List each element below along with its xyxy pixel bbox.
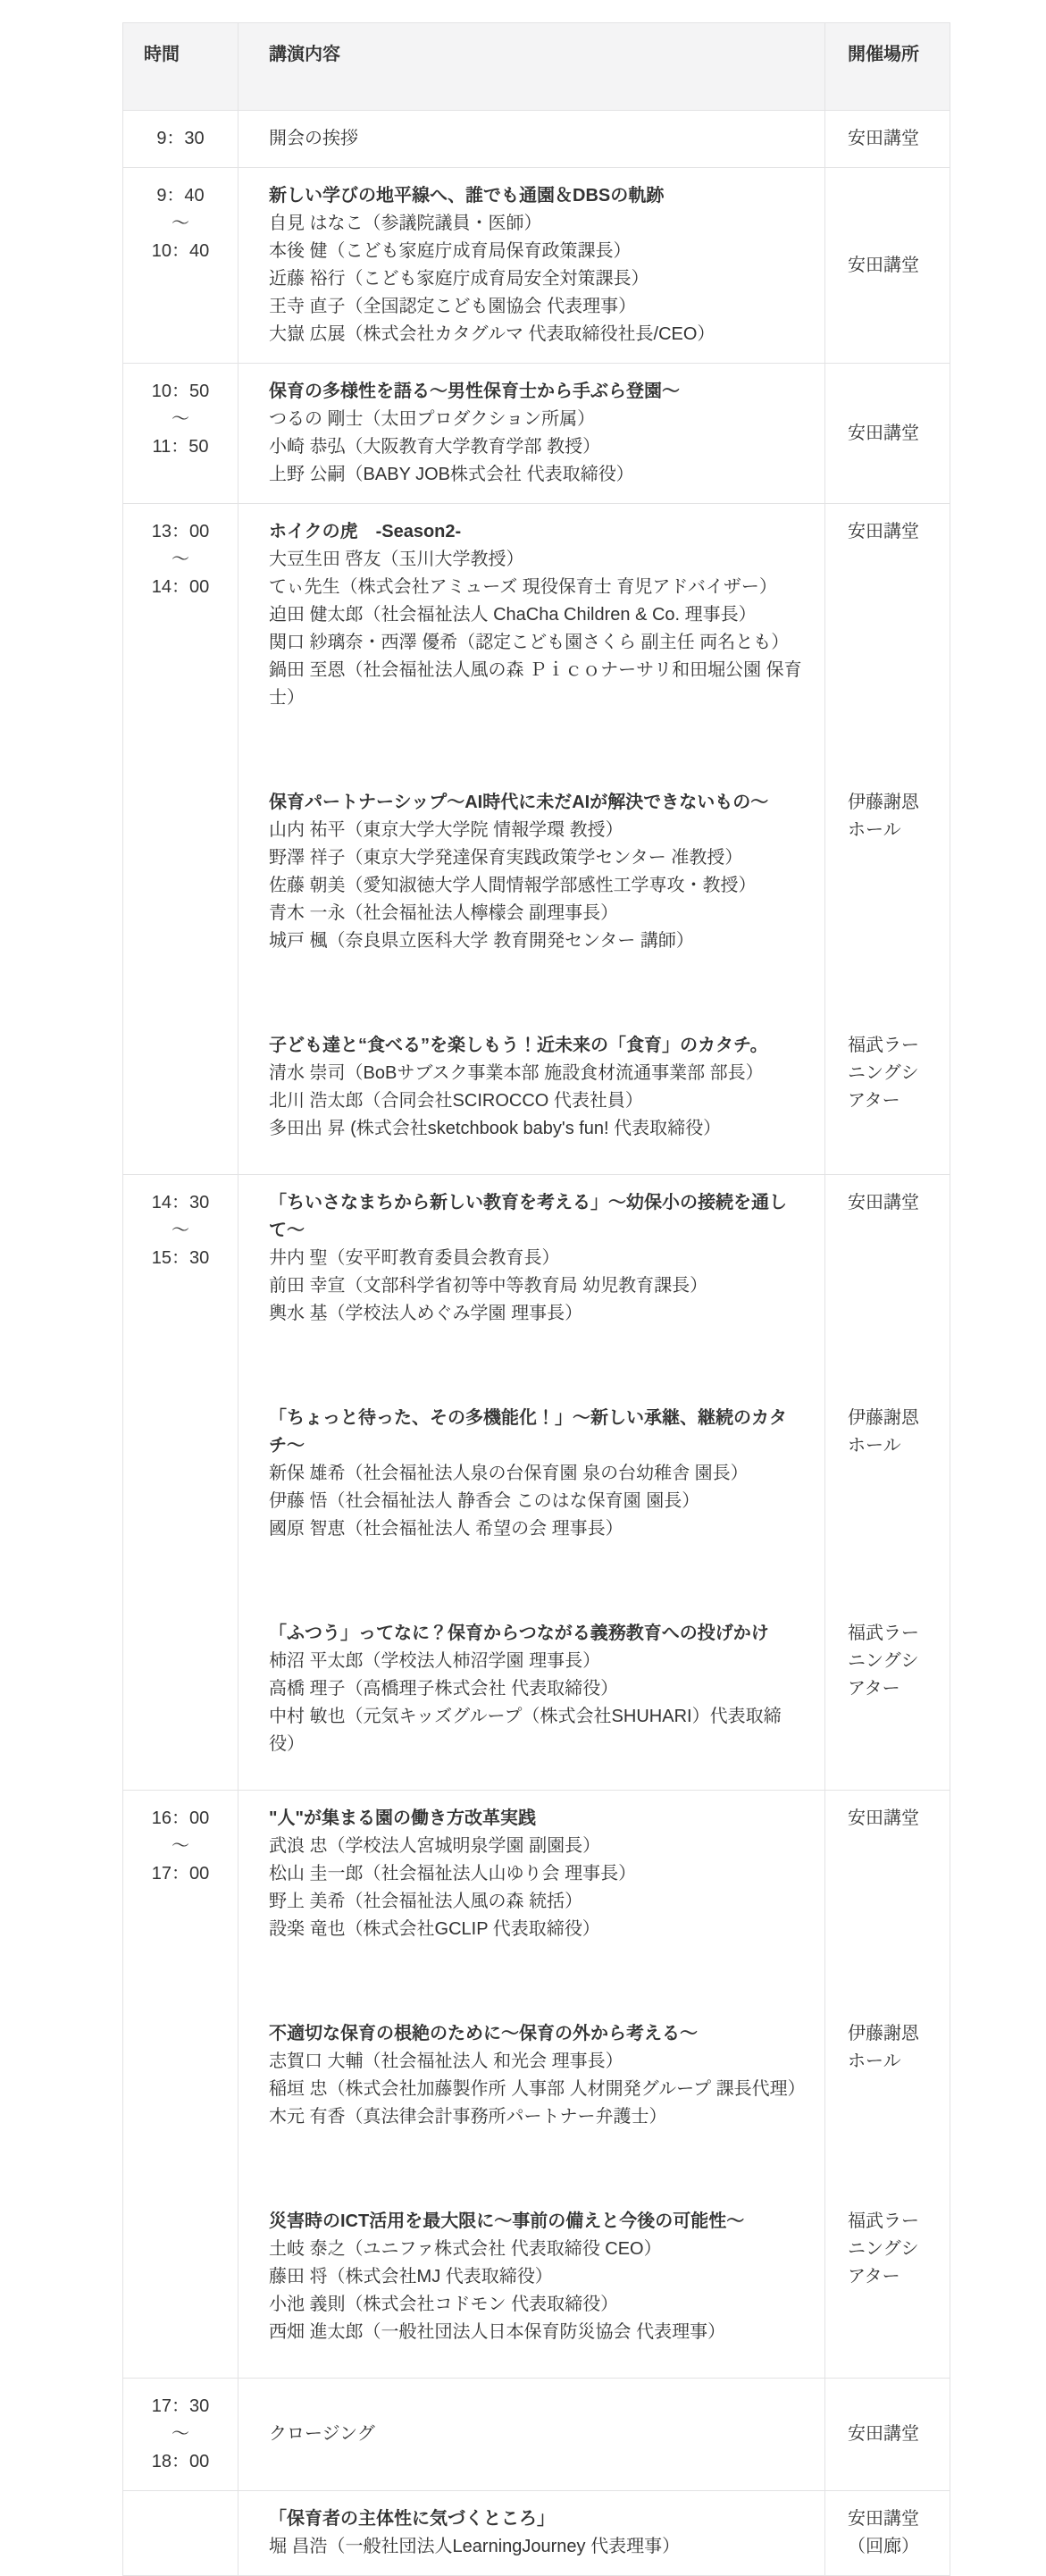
time-line: 9：40 xyxy=(156,186,205,206)
venue-cell xyxy=(825,1557,950,1791)
speaker-line: 松山 圭一郎（社会福祉法人山ゆり会 理事長） xyxy=(269,1864,637,1884)
speaker-line: 上野 公嗣（BABY JOB株式会社 代表取締役） xyxy=(269,465,634,484)
venue-cell xyxy=(825,1342,950,1557)
session-title: 「ちょっと待った、その多機能化！」～新しい承継、継続のカタチ～ xyxy=(269,1408,787,1456)
venue-cell xyxy=(825,1958,950,2145)
time-line: ～ xyxy=(172,2424,189,2444)
speaker-line: 本後 健（こども家庭庁成育局保育政策課長） xyxy=(269,241,632,261)
col-header-venue: 開催場所 xyxy=(825,23,950,111)
speaker-line: 木元 有香（真法律会計事務所パートナー弁護士） xyxy=(269,2107,667,2127)
time-cell xyxy=(123,2491,238,2576)
venue-label: 福武ラーニングシアター xyxy=(848,1036,919,1111)
session-cell xyxy=(238,111,825,168)
speaker-line: 土岐 泰之（ユニファ株式会社 代表取締役 CEO） xyxy=(269,2239,662,2259)
time-cell xyxy=(123,168,238,364)
time-line: ～ xyxy=(172,550,189,569)
session-cell xyxy=(238,969,825,1175)
schedule-row xyxy=(123,726,950,969)
venue-label: 福武ラーニングシアター xyxy=(848,2211,919,2287)
session-title: 子ども達と“食べる”を楽しもう！近未来の「食育」のカタチ。 xyxy=(269,1036,768,1055)
venue-cell xyxy=(825,111,950,168)
venue-label: 安田講堂 xyxy=(848,1193,919,1212)
time-line: 10：40 xyxy=(151,241,210,261)
session-cell xyxy=(238,2379,825,2491)
schedule-row xyxy=(123,969,950,1175)
venue-cell xyxy=(825,504,950,727)
time-line: 11：50 xyxy=(152,437,209,457)
time-cell xyxy=(123,1175,238,1791)
speaker-line: 新保 雄希（社会福祉法人泉の台保育園 泉の台幼稚舎 園長） xyxy=(269,1464,749,1483)
session-cell xyxy=(238,1958,825,2145)
speaker-line: 近藤 裕行（こども家庭庁成育局安全対策課長） xyxy=(269,269,649,289)
speaker-line: 高橋 理子（高橋理子株式会社 代表取締役） xyxy=(269,1679,619,1699)
session-title: 「保育者の主体性に気づくところ」 xyxy=(269,2509,555,2529)
header-row xyxy=(123,23,950,111)
session-title: "人"が集まる園の働き方改革実践 xyxy=(269,1808,536,1828)
venue-cell xyxy=(825,2145,950,2379)
session-title: 不適切な保育の根絶のために～保育の外から考える～ xyxy=(269,2024,698,2043)
speaker-line: 中村 敏也（元気キッズグループ（株式会社SHUHARI）代表取締役） xyxy=(269,1707,782,1754)
speaker-line: 城戸 楓（奈良県立医科大学 教育開発センター 講師） xyxy=(269,931,694,951)
time-line: 15：30 xyxy=(151,1248,210,1268)
time-line: ～ xyxy=(172,1221,189,1240)
speaker-line: 鍋田 至恩（社会福祉法人風の森 Ｐｉｃｏナーサリ和田堀公園 保育士） xyxy=(269,660,802,708)
time-line: ～ xyxy=(172,1836,189,1856)
schedule-row xyxy=(123,111,950,168)
speaker-line: 大嶽 広展（株式会社カタグルマ 代表取締役社長/CEO） xyxy=(269,324,715,344)
speaker-line: てぃ先生（株式会社アミューズ 現役保育士 育児アドバイザー） xyxy=(269,577,777,597)
speaker-line: 設楽 竜也（株式会社GCLIP 代表取締役） xyxy=(269,1919,600,1939)
schedule-row xyxy=(123,1342,950,1557)
speaker-line: 前田 幸宣（文部科学省初等中等教育局 幼児教育課長） xyxy=(269,1276,708,1296)
session-cell xyxy=(238,504,825,727)
time-cell xyxy=(123,504,238,1175)
session-title: 「ちいさなまちから新しい教育を考える」～幼保小の接続を通して～ xyxy=(269,1193,787,1240)
time-cell xyxy=(123,364,238,504)
speaker-line: 王寺 直子（全国認定こども園協会 代表理事） xyxy=(269,297,637,316)
session-title: 開会の挨拶 xyxy=(269,129,358,148)
speaker-line: 野上 美希（社会福祉法人風の森 統括） xyxy=(269,1892,583,1911)
speaker-line: 武浪 忠（学校法人宮城明泉学園 副園長） xyxy=(269,1836,601,1856)
schedule-row xyxy=(123,1557,950,1791)
speaker-line: つるの 剛士（太田プロダクション所属） xyxy=(269,409,596,429)
session-cell xyxy=(238,364,825,504)
session-title: 「ふつう」ってなに？保育からつながる義務教育への投げかけ xyxy=(269,1624,769,1643)
session-cell xyxy=(238,1791,825,1959)
schedule-row xyxy=(123,1175,950,1343)
venue-label: 安田講堂 xyxy=(848,423,919,443)
time-line: 17：30 xyxy=(151,2396,210,2416)
speaker-line: 多田出 昇 (株式会社sketchbook baby's fun! 代表取締役） xyxy=(269,1119,722,1138)
session-cell xyxy=(238,1557,825,1791)
schedule-row xyxy=(123,2491,950,2576)
speaker-line: 山内 祐平（東京大学大学院 情報学環 教授） xyxy=(269,820,623,840)
schedule-row xyxy=(123,364,950,504)
venue-cell xyxy=(825,1175,950,1343)
schedule-table-wrapper xyxy=(122,0,950,2576)
venue-cell xyxy=(825,2491,950,2576)
venue-label: 伊藤謝恩ホール xyxy=(848,793,919,840)
speaker-line: 柿沼 平太郎（学校法人柿沼学園 理事長） xyxy=(269,1651,601,1671)
venue-cell xyxy=(825,168,950,364)
time-line: 16：00 xyxy=(151,1808,210,1828)
speaker-line: 自見 はなこ（参議院議員・医師） xyxy=(269,214,542,233)
time-line: ～ xyxy=(172,409,189,429)
time-line: 17：00 xyxy=(151,1864,210,1884)
session-title: 保育パートナーシップ～AI時代に未だAIが解決できないもの～ xyxy=(269,793,769,812)
speaker-line: 伊藤 悟（社会福祉法人 静香会 このはな保育園 園長） xyxy=(269,1491,700,1511)
speaker-line: 佐藤 朝美（愛知淑徳大学人間情報学部感性工学専攻・教授） xyxy=(269,876,757,895)
venue-cell xyxy=(825,726,950,969)
schedule-row xyxy=(123,168,950,364)
schedule-row xyxy=(123,2145,950,2379)
speaker-line: 青木 一永（社会福祉法人檸檬会 副理事長） xyxy=(269,903,619,923)
speaker-line: 國原 智恵（社会福祉法人 希望の会 理事長） xyxy=(269,1519,623,1539)
schedule-row xyxy=(123,2379,950,2491)
time-line: ～ xyxy=(172,214,189,233)
venue-label: 安田講堂 xyxy=(848,522,919,541)
schedule-row xyxy=(123,1791,950,1959)
session-title: 新しい学びの地平線へ、誰でも通園＆DBSの軌跡 xyxy=(269,186,665,206)
speaker-line: 大豆生田 啓友（玉川大学教授） xyxy=(269,550,524,569)
session-cell xyxy=(238,2491,825,2576)
venue-cell xyxy=(825,1791,950,1959)
schedule-table xyxy=(122,22,950,2576)
venue-cell xyxy=(825,2379,950,2491)
time-line: 13：00 xyxy=(151,522,210,541)
session-title: 保育の多様性を語る～男性保育士から手ぶら登園～ xyxy=(269,382,680,401)
speaker-line: 輿水 基（学校法人めぐみ学園 理事長） xyxy=(269,1304,583,1323)
venue-label: 安田講堂 xyxy=(848,2424,919,2444)
session-cell xyxy=(238,1175,825,1343)
speaker-line: 井内 聖（安平町教育委員会教育長） xyxy=(269,1248,560,1268)
time-cell xyxy=(123,111,238,168)
speaker-line: 藤田 将（株式会社MJ 代表取締役） xyxy=(269,2267,553,2287)
table-header xyxy=(123,23,950,111)
speaker-line: 迫田 健太郎（社会福祉法人 ChaCha Children & Co. 理事長） xyxy=(269,605,757,625)
session-cell xyxy=(238,168,825,364)
time-line: 18：00 xyxy=(151,2452,210,2471)
speaker-line: 北川 浩太郎（合同会社SCIROCCO 代表社員） xyxy=(269,1091,643,1111)
venue-label: 安田講堂 xyxy=(848,1808,919,1828)
speaker-line: 小池 義則（株式会社コドモン 代表取締役） xyxy=(269,2295,619,2314)
venue-label: 安田講堂 xyxy=(848,129,919,148)
time-cell xyxy=(123,2379,238,2491)
speaker-line: 西畑 進太郎（一般社団法人日本保育防災協会 代表理事） xyxy=(269,2322,726,2342)
speaker-line: 野澤 祥子（東京大学発達保育実践政策学センター 准教授） xyxy=(269,848,743,868)
speaker-line: 関口 紗璃奈・西澤 優希（認定こども園さくら 副主任 両名とも） xyxy=(269,633,790,652)
session-title: 災害時のICT活用を最大限に～事前の備えと今後の可能性～ xyxy=(269,2211,745,2231)
session-cell xyxy=(238,1342,825,1557)
col-header-content: 講演内容 xyxy=(238,23,825,111)
speaker-line: 志賀口 大輔（社会福祉法人 和光会 理事長） xyxy=(269,2052,623,2071)
time-line: 14：00 xyxy=(151,577,210,597)
time-line: 9：30 xyxy=(156,129,205,148)
session-title: クロージング xyxy=(269,2424,375,2444)
session-title: ホイクの虎 -Season2- xyxy=(269,522,462,541)
speaker-line: 清水 崇司（BoBサブスク事業本部 施設食材流通事業部 部長） xyxy=(269,1063,764,1083)
session-cell xyxy=(238,726,825,969)
venue-label: 安田講堂 xyxy=(848,255,919,275)
speaker-line: 小崎 恭弘（大阪教育大学教育学部 教授） xyxy=(269,437,601,457)
venue-label: 安田講堂（回廊） xyxy=(848,2509,919,2556)
venue-label: 伊藤謝恩ホール xyxy=(848,2024,919,2071)
venue-label: 伊藤謝恩ホール xyxy=(848,1408,919,1456)
session-cell xyxy=(238,2145,825,2379)
speaker-line: 堀 昌浩（一般社団法人LearningJourney 代表理事） xyxy=(269,2537,681,2556)
schedule-row xyxy=(123,504,950,727)
time-cell xyxy=(123,1791,238,2379)
table-body xyxy=(123,111,950,2576)
schedule-row xyxy=(123,1958,950,2145)
time-line: 10：50 xyxy=(151,382,210,401)
time-line: 14：30 xyxy=(151,1193,210,1212)
venue-cell xyxy=(825,364,950,504)
col-header-time: 時間 xyxy=(123,23,238,111)
venue-cell xyxy=(825,969,950,1175)
speaker-line: 稲垣 忠（株式会社加藤製作所 人事部 人材開発グループ 課長代理） xyxy=(269,2079,806,2099)
venue-label: 福武ラーニングシアター xyxy=(848,1624,919,1699)
